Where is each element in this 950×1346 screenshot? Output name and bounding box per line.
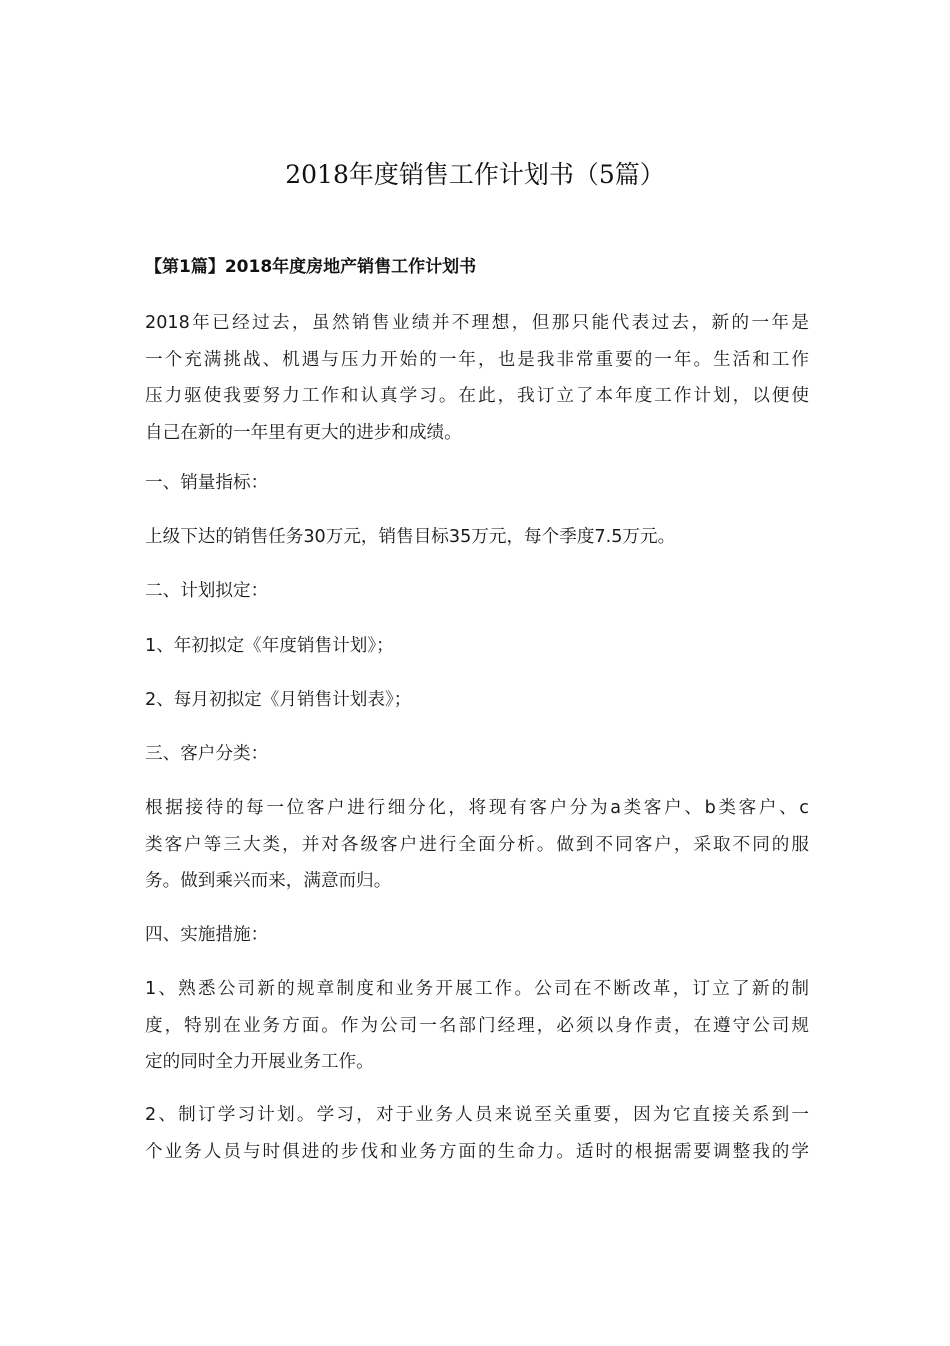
- heading-plan: 二、计划拟定：: [145, 581, 269, 601]
- measure-1-line-1: 1、熟悉公司新的规章制度和业务开展工作。公司在不断改革，订立了新的制: [145, 979, 809, 999]
- heading-customer-classification: 三、客户分类：: [145, 744, 269, 764]
- sales-target-text: 上级下达的销售任务30万元，销售目标35万元，每个季度7.5万元。: [145, 527, 676, 547]
- measure-1-line-2: 度，特别在业务方面。作为公司一名部门经理，必须以身作责，在遵守公司规: [145, 1015, 809, 1036]
- intro-line-4: 自己在新的一年里有更大的进步和成绩。: [145, 422, 462, 443]
- intro-line-1: 2018年已经过去，虽然销售业绩并不理想，但那只能代表过去，新的一年是: [145, 313, 809, 333]
- document-title: 2018年度销售工作计划书（5篇）: [285, 160, 665, 189]
- plan-item-2: 2、每月初拟定《月销售计划表》；: [145, 690, 412, 710]
- measure-2-paragraph: [145, 1097, 809, 1170]
- classification-line-1: 根据接待的每一位客户进行细分化，将现有客户分为a类客户、b类客户、c: [145, 798, 809, 818]
- measure-1-paragraph: [145, 971, 809, 1081]
- classification-line-3: 务。做到乘兴而来，满意而归。: [145, 871, 392, 891]
- heading-sales-target: 一、销量指标：: [145, 473, 269, 493]
- classification-paragraph: [145, 790, 809, 900]
- intro-paragraph: [145, 305, 809, 451]
- measure-2-line-2: 个业务人员与时俱进的步伐和业务方面的生命力。适时的根据需要调整我的学: [145, 1141, 809, 1162]
- intro-line-2: 一个充满挑战、机遇与压力开始的一年，也是我非常重要的一年。生活和工作: [145, 349, 809, 370]
- plan-item-1: 1、年初拟定《年度销售计划》；: [145, 636, 394, 656]
- measure-1-line-3: 定的同时全力开展业务工作。: [145, 1052, 374, 1072]
- classification-line-2: 类客户等三大类，并对各级客户进行全面分析。做到不同客户，采取不同的服: [145, 834, 809, 855]
- measure-2-line-1: 2、制订学习计划。学习，对于业务人员来说至关重要，因为它直接关系到一: [145, 1105, 809, 1125]
- intro-line-3: 压力驱使我要努力工作和认真学习。在此，我订立了本年度工作计划，以便使: [145, 386, 809, 406]
- heading-measures: 四、实施措施：: [145, 925, 269, 945]
- section-heading: 【第1篇】2018年度房地产销售工作计划书: [145, 257, 477, 277]
